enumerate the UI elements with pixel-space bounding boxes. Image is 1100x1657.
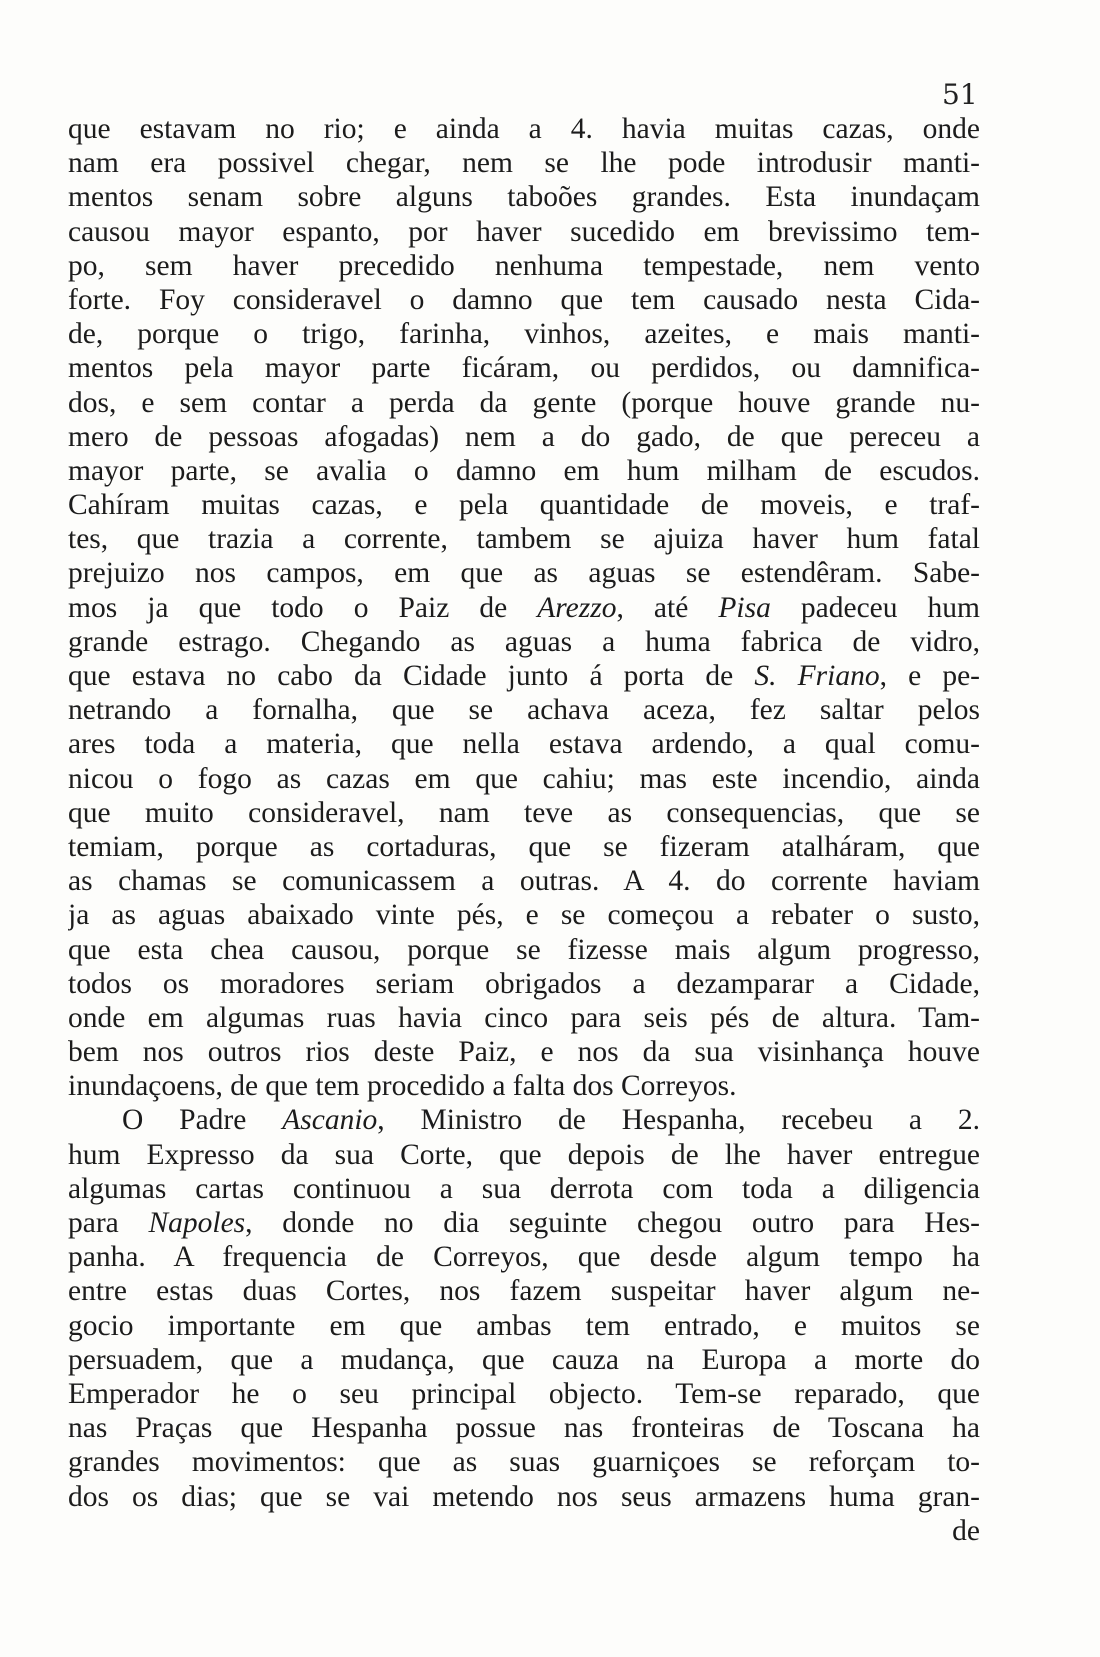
text-line	[68, 1069, 980, 1103]
text-line	[68, 1035, 980, 1069]
text-line	[68, 1206, 980, 1240]
text-run: entre estas duas Cortes, nos fazem suspeitar haver algum ne-	[68, 1275, 980, 1308]
text-run: forte. Foy consideravel o damno que tem causado nesta Cida-	[68, 283, 980, 316]
text-run: que muito consideravel, nam teve as consequencias, que se	[68, 796, 980, 829]
body-text	[68, 112, 980, 1548]
text-line	[68, 1480, 980, 1514]
text-run: tes, que trazia a corrente, tambem se ajuiza haver hum fatal	[68, 523, 980, 556]
text-run: prejuizo nos campos, em que as aguas se estendêram. Sabe-	[68, 557, 980, 590]
text-line	[68, 933, 980, 967]
text-run: padeceu hum	[770, 591, 980, 624]
text-run: panha. A frequencia de Correyos, que desde algum tempo ha	[68, 1241, 980, 1274]
text-run: grandes movimentos: que as suas guarniçoes se reforçam to-	[68, 1446, 980, 1479]
text-run: que esta chea causou, porque se fizesse mais algum progresso,	[68, 933, 980, 966]
text-run: de, porque o trigo, farinha, vinhos, azeites, e mais manti-	[68, 318, 980, 351]
text-run: temiam, porque as cortaduras, que se fizeram atalháram, que	[68, 830, 980, 863]
text-line	[68, 1172, 980, 1206]
text-run: bem nos outros rios deste Paiz, e nos da sua visinhança houve	[68, 1036, 980, 1069]
text-line	[68, 1240, 980, 1274]
italic-name: Arezzo	[537, 591, 617, 624]
text-line	[68, 830, 980, 864]
text-line	[68, 898, 980, 932]
italic-name: Pisa	[718, 591, 771, 624]
text-line	[68, 727, 980, 761]
text-run: gocio importante em que ambas tem entrado, e muitos se	[68, 1309, 980, 1342]
text-run: mero de pessoas afogadas) nem a do gado, de que pereceu a	[68, 420, 980, 453]
text-run: netrando a fornalha, que se achava aceza, fez saltar pelos	[68, 694, 980, 727]
text-run: que estava no cabo da Cidade junto á porta de	[68, 660, 755, 692]
text-line	[68, 215, 980, 249]
text-line	[68, 317, 980, 351]
text-line	[68, 420, 980, 454]
text-run: causou mayor espanto, por haver sucedido em brevissimo tem-	[68, 215, 980, 248]
text-line	[68, 1343, 980, 1377]
italic-name: Napoles	[148, 1207, 246, 1239]
text-run: mentos pela mayor parte ficáram, ou perdidos, ou damnifica-	[68, 352, 980, 385]
text-line	[68, 386, 980, 420]
text-run: que estavam no rio; e ainda a 4. havia muitas cazas, onde	[68, 113, 980, 145]
text-run: nas Praças que Hespanha possue nas fronteiras de Toscana ha	[68, 1412, 980, 1445]
text-run: todos os moradores seriam obrigados a dezamparar a Cidade,	[68, 967, 980, 1000]
text-run: O Padre	[122, 1104, 283, 1137]
text-run: nam era possivel chegar, nem se lhe pode introdusir manti-	[68, 147, 980, 180]
text-line	[68, 112, 980, 146]
text-run: hum Expresso da sua Corte, que depois de lhe haver entregue	[68, 1138, 980, 1171]
italic-name: Ascanio	[282, 1104, 378, 1137]
text-run: Cahíram muitas cazas, e pela quantidade de moveis, e traf-	[68, 489, 980, 522]
italic-name: S. Friano	[754, 660, 880, 692]
text-run: , Ministro de Hespanha, recebeu a 2.	[377, 1104, 980, 1137]
text-run: ja as aguas abaixado vinte pés, e se começou a rebater o susto,	[68, 899, 980, 932]
catchword: de	[952, 1514, 980, 1547]
text-run: onde em algumas ruas havia cinco para seis pés de altura. Tam-	[68, 1001, 980, 1034]
text-line	[68, 180, 980, 214]
text-run: Emperador he o seu principal objecto. Tem-se reparado, que	[68, 1377, 980, 1410]
text-line	[68, 625, 980, 659]
text-line	[68, 488, 980, 522]
text-run: , até	[616, 591, 719, 624]
text-line	[68, 693, 980, 727]
text-run: para	[68, 1207, 149, 1239]
text-line	[68, 1411, 980, 1445]
text-line	[68, 556, 980, 590]
text-run: dos, e sem contar a perda da gente (porque houve grande nu-	[68, 386, 980, 419]
text-run: ares toda a materia, que nella estava ardendo, a qual comu-	[68, 728, 980, 761]
text-run: algumas cartas continuou a sua derrota com toda a diligencia	[68, 1172, 980, 1205]
text-line	[68, 1309, 980, 1343]
text-run: as chamas se comunicassem a outras. A 4. do corrente haviam	[68, 865, 980, 898]
text-run: mentos senam sobre alguns taboões grandes. Esta inundaçam	[68, 181, 980, 214]
text-line	[68, 864, 980, 898]
text-line	[68, 1274, 980, 1308]
text-line	[68, 351, 980, 385]
text-line	[68, 1001, 980, 1035]
text-run: grande estrago. Chegando as aguas a huma fabrica de vidro,	[68, 625, 980, 658]
text-run: , donde no dia seguinte chegou outro para Hes-	[245, 1207, 980, 1239]
text-line	[68, 796, 980, 830]
text-run: dos os dias; que se vai metendo nos seus armazens huma gran-	[68, 1480, 980, 1513]
text-run: nicou o fogo as cazas em que cahiu; mas este incendio, ainda	[68, 762, 980, 795]
text-line	[68, 967, 980, 1001]
text-line	[68, 249, 980, 283]
text-run: po, sem haver precedido nenhuma tempestade, nem vento	[68, 249, 980, 282]
text-run: mayor parte, se avalia o damno em hum milham de escudos.	[68, 454, 980, 487]
text-line	[68, 454, 980, 488]
text-line	[68, 1103, 980, 1137]
text-line	[68, 659, 980, 693]
text-run: inundaçoens, de que tem procedido a falta dos Correyos.	[68, 1070, 737, 1103]
text-line	[68, 146, 980, 180]
text-run: , e pe-	[879, 660, 980, 692]
text-line	[68, 1445, 980, 1479]
text-run: mos ja que todo o Paiz de	[68, 591, 538, 624]
text-line	[68, 1377, 980, 1411]
text-line	[68, 1138, 980, 1172]
page-number: 51	[942, 78, 978, 111]
text-line	[68, 591, 980, 625]
text-line	[68, 522, 980, 556]
text-line	[68, 283, 980, 317]
text-run: persuadem, que a mudança, que cauza na Europa a morte do	[68, 1343, 980, 1376]
text-line	[68, 762, 980, 796]
